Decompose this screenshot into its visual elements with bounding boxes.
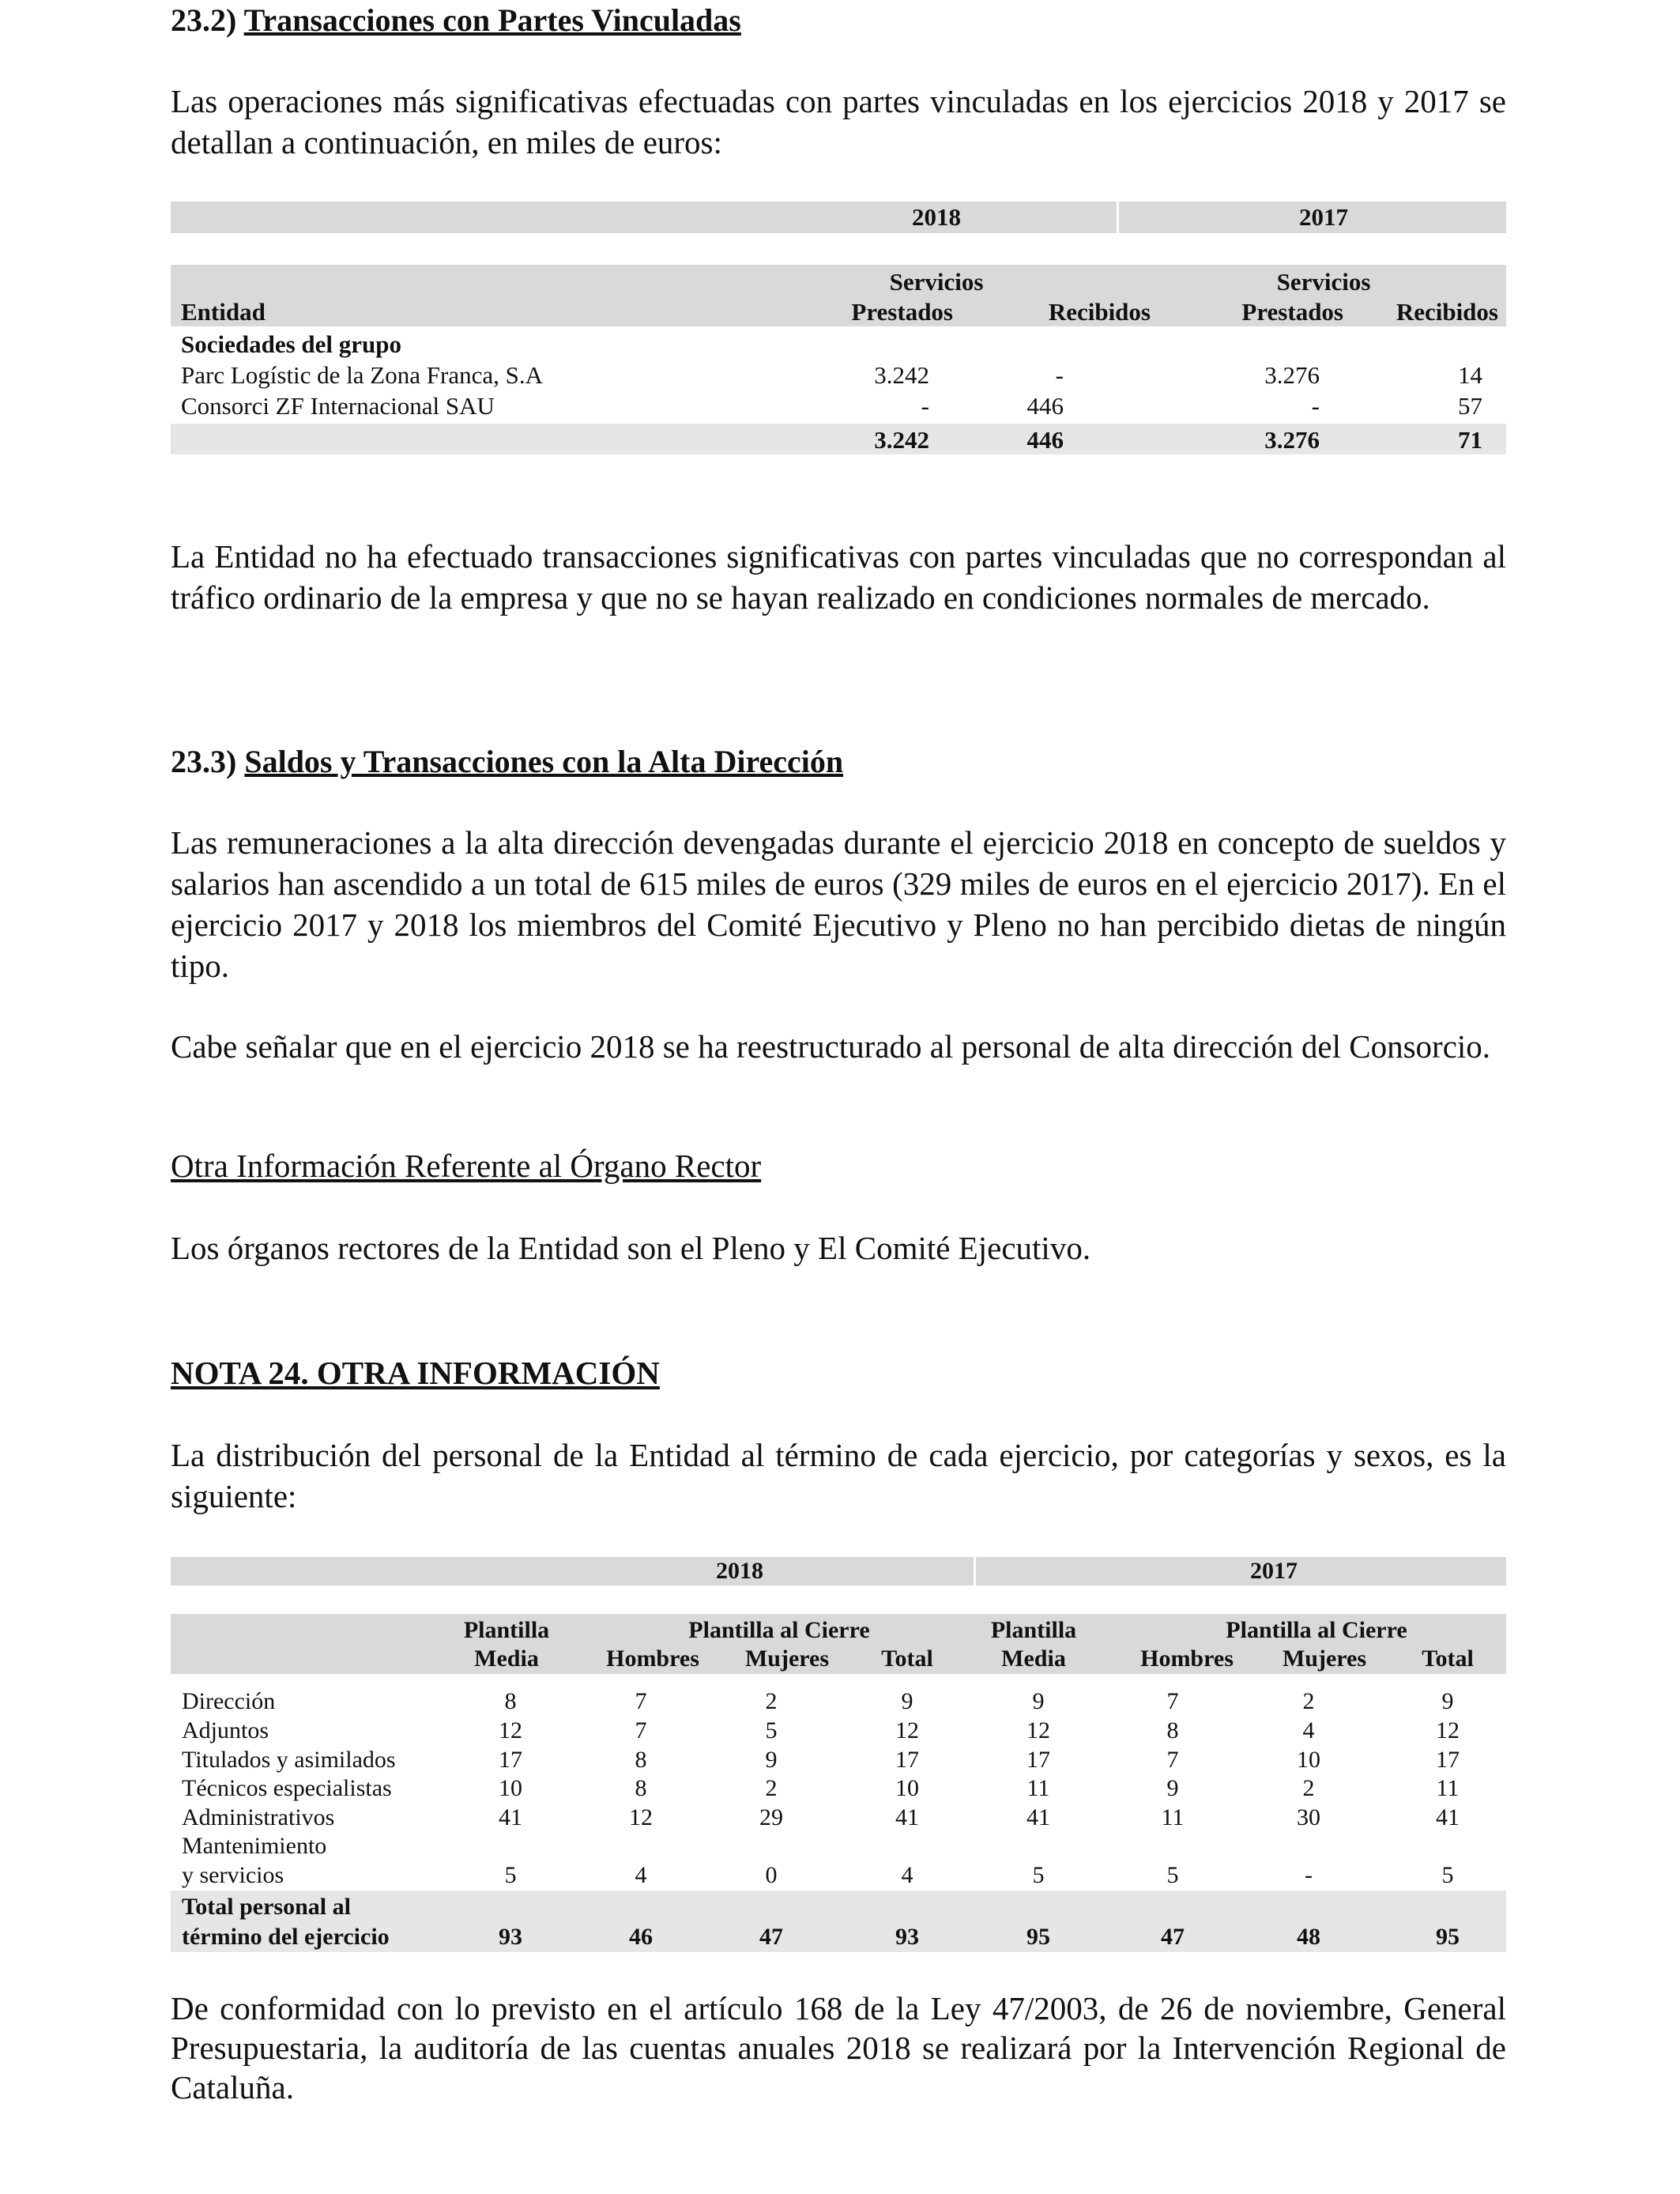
table-cell: 48: [1297, 1924, 1320, 1950]
year-2017: 2017: [1250, 1558, 1298, 1584]
table-cell: 2: [1302, 1688, 1315, 1714]
table-cell: 7: [635, 1717, 647, 1744]
section-23-3-heading: [171, 743, 843, 780]
col-media-2018: Media: [474, 1646, 539, 1672]
nota-24-closing: De conformidad con lo previsto en el artículo 168 de la Ley 47/2003, de 26 de noviembre, General Presupuestaria, la auditoría de las cuentas anuales 2018 se realizará por la Intervención Regional de Cataluña.: [171, 1990, 1506, 2105]
table-cell: 95: [1436, 1924, 1460, 1950]
table-cell: 4: [901, 1862, 913, 1888]
table-cell: 7: [635, 1688, 647, 1714]
table-cell: 9: [901, 1688, 913, 1714]
table-cell: 93: [895, 1924, 919, 1950]
subheading-organo-rector: Otra Información Referente al Órgano Rector: [171, 1148, 762, 1184]
table-cell: 8: [504, 1688, 517, 1714]
section-title: Saldos y Transacciones con la Alta Dirección: [244, 744, 844, 779]
table-cell: 11: [1026, 1775, 1050, 1801]
col-total-2017: Total: [1422, 1646, 1474, 1672]
col-media-2017: Media: [1001, 1646, 1066, 1672]
table-cell: 47: [759, 1924, 783, 1950]
table-cell: 47: [1161, 1924, 1185, 1950]
table-cell: 11: [1161, 1804, 1185, 1830]
table-cell: 5: [504, 1862, 517, 1888]
table-cell: 4: [1302, 1717, 1315, 1744]
table-cell: 41: [499, 1804, 522, 1830]
nota-24-intro: La distribución del personal de la Entidad al término de cada ejercicio, por categorías y sexos, es la siguiente:: [171, 1437, 1506, 1514]
table-cell: 5: [765, 1717, 778, 1744]
col-hombres-2018: Hombres: [606, 1646, 699, 1672]
col-plantilla-cierre-2018: Plantilla al Cierre: [688, 1617, 870, 1643]
table-cell: 8: [635, 1747, 647, 1773]
table-cell: 41: [895, 1804, 919, 1830]
table-cell: 2: [765, 1775, 778, 1801]
table-cell: 10: [895, 1775, 919, 1801]
servicios-2018: Servicios: [889, 268, 984, 296]
year-2018: 2018: [716, 1558, 763, 1584]
col-prestados-2018: Prestados: [851, 298, 953, 326]
col-prestados-2017: Prestados: [1241, 298, 1343, 326]
servicios-2017: Servicios: [1276, 268, 1371, 296]
table-cell: 8: [1166, 1717, 1179, 1744]
table-cell: 9: [1166, 1775, 1179, 1801]
total-label-1: Total personal al: [182, 1894, 351, 1920]
table-cell: 11: [1436, 1775, 1460, 1801]
table-cell: 17: [499, 1747, 522, 1773]
table-cell: 41: [1436, 1804, 1460, 1830]
section-23-3-para1: Las remuneraciones a la alta dirección devengadas durante el ejercicio 2018 en concepto de sueldos y salarios han ascendido a un total de 615 miles de euros (329 miles de euros en el ejercicio 2017). En el ejercicio 2017 y 2018 los miembros del Comité Ejecutivo y Pleno no han percibido dietas de ningún tipo.: [171, 824, 1506, 984]
table-cell: 12: [895, 1717, 919, 1744]
row-label: Administrativos: [182, 1804, 335, 1830]
table-cell: 7: [1166, 1747, 1179, 1773]
table-cell: 17: [1026, 1747, 1050, 1773]
table-cell: 9: [765, 1747, 778, 1773]
table-cell: 41: [1026, 1804, 1050, 1830]
section-number: 23.3): [171, 744, 237, 779]
year-2018: 2018: [912, 203, 961, 231]
section-23-2-intro: Las operaciones más significativas efectuadas con partes vinculadas en los ejercicios 2018 y 2017 se detallan a continuación, en miles de euros:: [171, 83, 1506, 160]
section-23-3-para3: Los órganos rectores de la Entidad son el Pleno y El Comité Ejecutivo.: [171, 1230, 1091, 1266]
table-cell: 10: [499, 1775, 522, 1801]
section-number: 23.2): [171, 2, 237, 38]
table-cell: 29: [759, 1804, 783, 1830]
table-cell: -: [1305, 1862, 1313, 1888]
col-mujeres-2017: Mujeres: [1282, 1646, 1367, 1672]
year-2017: 2017: [1299, 203, 1348, 231]
row-label: Dirección: [182, 1688, 276, 1714]
table-cell: 30: [1297, 1804, 1320, 1830]
table-cell: 0: [765, 1862, 778, 1888]
col-entidad: Entidad: [181, 298, 266, 326]
section-title: Transacciones con Partes Vinculadas: [243, 2, 741, 38]
table-cell: 93: [499, 1924, 522, 1950]
table-cell: 5: [1441, 1862, 1454, 1888]
related-parties-table: 2018 2017 Servicios Servicios Entidad Prestados Recibidos Prestados Recibidos Sociedades del grupo Parc Logístic de la Zona Franca, S.A 3.242 - 3.276 14 Consorci ZF Internacional SAU - 446 - 57 3.242 446 3.276 71: [171, 202, 1506, 454]
nota-24-heading: NOTA 24. OTRA INFORMACIÓN: [171, 1355, 660, 1391]
staff-distribution-table: [171, 1557, 1506, 1952]
row-label: Titulados y asimilados: [182, 1747, 396, 1773]
table-cell: 9: [1032, 1688, 1045, 1714]
row-label: Adjuntos: [182, 1717, 269, 1744]
table-cell: 46: [629, 1924, 653, 1950]
col-hombres-2017: Hombres: [1140, 1646, 1234, 1672]
section-23-3-para2: Cabe señalar que en el ejercicio 2018 se ha reestructurado al personal de alta dirección del Consorcio.: [171, 1028, 1491, 1065]
table-cell: 12: [1026, 1717, 1050, 1744]
total-label-2: término del ejercicio: [182, 1924, 390, 1950]
row-label-mantenimiento-1: Mantenimiento: [182, 1833, 327, 1859]
table-cell: 5: [1032, 1862, 1045, 1888]
col-mujeres-2018: Mujeres: [744, 1646, 830, 1672]
col-plantilla-2017: Plantilla: [990, 1617, 1077, 1643]
table-cell: 4: [635, 1862, 647, 1888]
section-23-2-after: La Entidad no ha efectuado transacciones significativas con partes vinculadas que no correspondan al tráfico ordinario de la empresa y que no se hayan realizado en condiciones normales de mercado.: [171, 538, 1506, 616]
table-cell: 12: [499, 1717, 522, 1744]
table-cell: 95: [1026, 1924, 1050, 1950]
row-label: Técnicos especialistas: [182, 1775, 392, 1801]
col-recibidos-2017: Recibidos: [1396, 298, 1498, 326]
col-total-2018: Total: [881, 1646, 933, 1672]
table-cell: 5: [1166, 1862, 1179, 1888]
table-cell: 7: [1166, 1688, 1179, 1714]
col-recibidos-2018: Recibidos: [1048, 298, 1151, 326]
section-23-2-heading: [171, 2, 741, 39]
table-cell: 2: [1302, 1775, 1315, 1801]
table-cell: 8: [635, 1775, 647, 1801]
table-cell: 12: [1436, 1717, 1460, 1744]
col-plantilla-cierre-2017: Plantilla al Cierre: [1226, 1617, 1407, 1643]
table-cell: 17: [895, 1747, 919, 1773]
table-cell: 9: [1441, 1688, 1454, 1714]
group-label: Sociedades del grupo: [181, 330, 402, 358]
col-plantilla-2018: Plantilla: [463, 1617, 550, 1643]
row-label-mantenimiento-2: y servicios: [182, 1862, 284, 1888]
table-cell: 17: [1436, 1747, 1460, 1773]
table-cell: 2: [765, 1688, 778, 1714]
table-cell: 10: [1297, 1747, 1320, 1773]
table-cell: 12: [629, 1804, 653, 1830]
